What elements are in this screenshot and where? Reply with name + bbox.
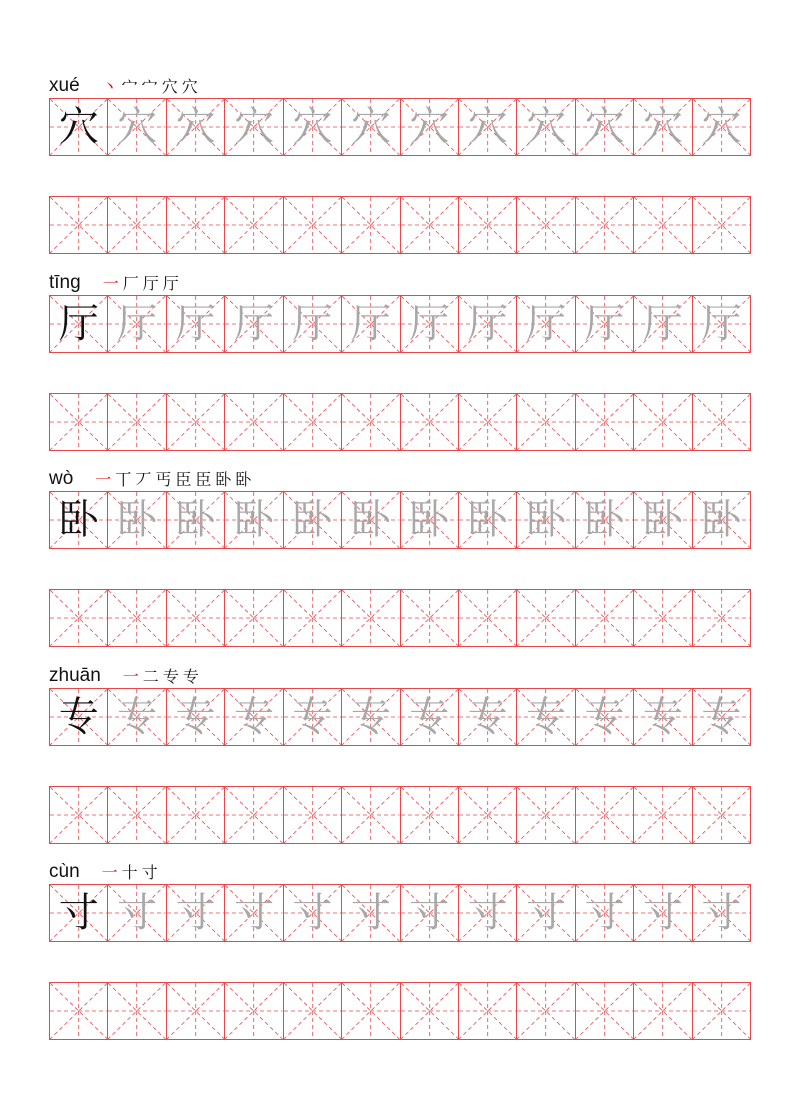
grid-cell[interactable] bbox=[458, 296, 516, 352]
stroke-step: 一 bbox=[95, 470, 112, 489]
trace-character: 寸 bbox=[409, 890, 450, 936]
trace-character: 寸 bbox=[526, 890, 567, 936]
grid-guide-lines bbox=[693, 197, 750, 253]
grid-cell[interactable] bbox=[575, 983, 633, 1039]
grid-guide-lines bbox=[576, 590, 633, 646]
grid-cell[interactable] bbox=[283, 885, 341, 941]
grid-cell[interactable] bbox=[224, 787, 282, 843]
grid-cell[interactable] bbox=[692, 983, 750, 1039]
grid-cell[interactable] bbox=[283, 787, 341, 843]
grid-cell[interactable] bbox=[107, 296, 165, 352]
trace-character: 寸 bbox=[467, 890, 508, 936]
trace-character: 厅 bbox=[642, 301, 683, 347]
grid-guide-lines bbox=[459, 590, 516, 646]
grid-cell[interactable] bbox=[516, 983, 574, 1039]
trace-character: 寸 bbox=[584, 890, 625, 936]
stroke-step: 宀 bbox=[141, 77, 158, 96]
grid-cell[interactable] bbox=[633, 394, 691, 450]
grid-guide-lines bbox=[459, 983, 516, 1039]
stroke-order-sequence bbox=[95, 472, 251, 488]
trace-row bbox=[49, 688, 751, 746]
grid-cell[interactable] bbox=[50, 296, 107, 352]
grid-cell[interactable] bbox=[107, 590, 165, 646]
stroke-step: 专 bbox=[162, 667, 179, 686]
grid-guide-lines bbox=[342, 394, 399, 450]
grid-cell[interactable] bbox=[283, 99, 341, 155]
grid-guide-lines bbox=[693, 787, 750, 843]
grid-guide-lines bbox=[108, 787, 165, 843]
grid-guide-lines bbox=[50, 197, 107, 253]
grid-guide-lines bbox=[576, 983, 633, 1039]
stroke-step: 丐 bbox=[155, 470, 172, 489]
stroke-step: 二 bbox=[142, 667, 159, 686]
grid-cell[interactable] bbox=[458, 983, 516, 1039]
stroke-order-sequence bbox=[102, 79, 198, 95]
trace-character: 厅 bbox=[350, 301, 391, 347]
grid-cell[interactable] bbox=[283, 983, 341, 1039]
grid-cell[interactable] bbox=[575, 787, 633, 843]
character-header bbox=[49, 655, 199, 685]
grid-cell[interactable] bbox=[692, 590, 750, 646]
grid-cell[interactable] bbox=[283, 296, 341, 352]
trace-character: 穴 bbox=[409, 104, 450, 150]
grid-guide-lines bbox=[401, 787, 458, 843]
grid-cell[interactable] bbox=[50, 394, 107, 450]
grid-guide-lines bbox=[225, 394, 282, 450]
grid-guide-lines bbox=[342, 197, 399, 253]
grid-guide-lines bbox=[108, 983, 165, 1039]
model-character: 专 bbox=[58, 694, 99, 740]
character-header bbox=[49, 458, 251, 488]
grid-cell[interactable] bbox=[692, 394, 750, 450]
trace-character: 卧 bbox=[467, 497, 508, 543]
trace-character: 寸 bbox=[642, 890, 683, 936]
grid-cell[interactable] bbox=[575, 492, 633, 548]
stroke-step: 厅 bbox=[162, 274, 179, 293]
grid-cell[interactable] bbox=[400, 590, 458, 646]
grid-cell[interactable] bbox=[400, 689, 458, 745]
trace-character: 厅 bbox=[584, 301, 625, 347]
grid-cell[interactable] bbox=[50, 590, 107, 646]
grid-guide-lines bbox=[517, 590, 574, 646]
pinyin-label: xué bbox=[49, 75, 80, 96]
grid-cell[interactable] bbox=[575, 590, 633, 646]
model-character: 卧 bbox=[58, 497, 99, 543]
grid-cell[interactable] bbox=[516, 689, 574, 745]
grid-guide-lines bbox=[517, 197, 574, 253]
model-character: 寸 bbox=[58, 890, 99, 936]
grid-cell[interactable] bbox=[692, 197, 750, 253]
stroke-step: 卧 bbox=[235, 470, 252, 489]
trace-character: 厅 bbox=[117, 301, 158, 347]
grid-cell[interactable] bbox=[224, 197, 282, 253]
grid-cell[interactable] bbox=[692, 689, 750, 745]
grid-guide-lines bbox=[167, 197, 224, 253]
grid-cell[interactable] bbox=[633, 787, 691, 843]
grid-cell[interactable] bbox=[50, 492, 107, 548]
grid-cell[interactable] bbox=[633, 197, 691, 253]
grid-cell[interactable] bbox=[283, 590, 341, 646]
stroke-step: 臣 bbox=[175, 470, 192, 489]
grid-cell[interactable] bbox=[283, 689, 341, 745]
grid-cell[interactable] bbox=[400, 296, 458, 352]
grid-guide-lines bbox=[401, 197, 458, 253]
character-header bbox=[49, 65, 198, 95]
trace-character: 寸 bbox=[350, 890, 391, 936]
grid-cell[interactable] bbox=[107, 787, 165, 843]
pinyin-label: cùn bbox=[49, 861, 80, 882]
grid-cell[interactable] bbox=[224, 885, 282, 941]
grid-guide-lines bbox=[634, 590, 691, 646]
stroke-step: 卧 bbox=[215, 470, 232, 489]
grid-cell[interactable] bbox=[692, 787, 750, 843]
grid-cell[interactable] bbox=[516, 492, 574, 548]
grid-guide-lines bbox=[167, 787, 224, 843]
stroke-step: 丆 bbox=[135, 470, 152, 489]
grid-cell[interactable] bbox=[166, 99, 224, 155]
grid-cell[interactable] bbox=[166, 197, 224, 253]
grid-cell[interactable] bbox=[633, 590, 691, 646]
stroke-step: 宀 bbox=[121, 77, 138, 96]
grid-cell[interactable] bbox=[341, 885, 399, 941]
blank-practice-row[interactable] bbox=[49, 982, 751, 1040]
grid-guide-lines bbox=[576, 787, 633, 843]
trace-character: 穴 bbox=[350, 104, 391, 150]
stroke-step: 丶 bbox=[101, 77, 118, 96]
grid-guide-lines bbox=[225, 983, 282, 1039]
grid-cell[interactable] bbox=[633, 983, 691, 1039]
grid-guide-lines bbox=[108, 590, 165, 646]
trace-character: 寸 bbox=[701, 890, 742, 936]
grid-cell[interactable] bbox=[692, 492, 750, 548]
grid-cell[interactable] bbox=[400, 394, 458, 450]
grid-guide-lines bbox=[284, 983, 341, 1039]
grid-guide-lines bbox=[108, 394, 165, 450]
grid-cell[interactable] bbox=[341, 394, 399, 450]
grid-guide-lines bbox=[167, 590, 224, 646]
trace-character: 厅 bbox=[701, 301, 742, 347]
grid-cell[interactable] bbox=[107, 983, 165, 1039]
grid-cell[interactable] bbox=[283, 394, 341, 450]
stroke-step: 十 bbox=[121, 863, 138, 882]
grid-guide-lines bbox=[401, 590, 458, 646]
pinyin-label: wò bbox=[49, 468, 74, 489]
grid-cell[interactable] bbox=[166, 885, 224, 941]
grid-guide-lines bbox=[225, 787, 282, 843]
grid-cell[interactable] bbox=[633, 885, 691, 941]
trace-row bbox=[49, 98, 751, 156]
grid-cell[interactable] bbox=[107, 99, 165, 155]
grid-cell[interactable] bbox=[341, 787, 399, 843]
trace-character: 专 bbox=[701, 694, 742, 740]
grid-cell[interactable] bbox=[400, 885, 458, 941]
grid-cell[interactable] bbox=[400, 787, 458, 843]
trace-character: 厅 bbox=[467, 301, 508, 347]
grid-cell[interactable] bbox=[341, 689, 399, 745]
grid-cell[interactable] bbox=[575, 394, 633, 450]
grid-guide-lines bbox=[634, 197, 691, 253]
stroke-step: 一 bbox=[102, 274, 119, 293]
trace-character: 寸 bbox=[292, 890, 333, 936]
grid-guide-lines bbox=[459, 394, 516, 450]
grid-guide-lines bbox=[517, 983, 574, 1039]
grid-guide-lines bbox=[634, 394, 691, 450]
grid-cell[interactable] bbox=[50, 787, 107, 843]
grid-cell[interactable] bbox=[166, 689, 224, 745]
grid-guide-lines bbox=[517, 394, 574, 450]
grid-cell[interactable] bbox=[400, 492, 458, 548]
trace-character: 厅 bbox=[526, 301, 567, 347]
grid-guide-lines bbox=[225, 590, 282, 646]
grid-guide-lines bbox=[576, 197, 633, 253]
blank-practice-row[interactable] bbox=[49, 786, 751, 844]
grid-cell[interactable] bbox=[633, 296, 691, 352]
grid-cell[interactable] bbox=[166, 492, 224, 548]
grid-cell[interactable] bbox=[633, 99, 691, 155]
grid-guide-lines bbox=[167, 394, 224, 450]
grid-cell[interactable] bbox=[50, 99, 107, 155]
trace-character: 专 bbox=[642, 694, 683, 740]
grid-cell[interactable] bbox=[516, 99, 574, 155]
grid-cell[interactable] bbox=[458, 492, 516, 548]
grid-guide-lines bbox=[634, 787, 691, 843]
grid-guide-lines bbox=[693, 590, 750, 646]
trace-character: 穴 bbox=[584, 104, 625, 150]
grid-cell[interactable] bbox=[341, 197, 399, 253]
grid-cell[interactable] bbox=[692, 885, 750, 941]
grid-guide-lines bbox=[284, 197, 341, 253]
grid-cell[interactable] bbox=[166, 590, 224, 646]
trace-character: 卧 bbox=[292, 497, 333, 543]
grid-cell[interactable] bbox=[575, 197, 633, 253]
grid-cell[interactable] bbox=[458, 787, 516, 843]
trace-character: 卧 bbox=[701, 497, 742, 543]
grid-cell[interactable] bbox=[692, 99, 750, 155]
character-header bbox=[49, 262, 179, 292]
stroke-order-sequence bbox=[123, 669, 199, 685]
grid-cell[interactable] bbox=[400, 197, 458, 253]
grid-guide-lines bbox=[50, 983, 107, 1039]
grid-cell[interactable] bbox=[400, 99, 458, 155]
grid-guide-lines bbox=[50, 394, 107, 450]
grid-guide-lines bbox=[342, 983, 399, 1039]
grid-guide-lines bbox=[634, 983, 691, 1039]
trace-character: 穴 bbox=[642, 104, 683, 150]
trace-character: 专 bbox=[467, 694, 508, 740]
blank-practice-row[interactable] bbox=[49, 196, 751, 254]
stroke-step: 一 bbox=[101, 863, 118, 882]
grid-cell[interactable] bbox=[516, 590, 574, 646]
stroke-step: 专 bbox=[182, 667, 199, 686]
trace-character: 厅 bbox=[233, 301, 274, 347]
stroke-step: 厂 bbox=[122, 274, 139, 293]
grid-guide-lines bbox=[284, 787, 341, 843]
grid-guide-lines bbox=[693, 394, 750, 450]
trace-character: 卧 bbox=[642, 497, 683, 543]
grid-guide-lines bbox=[342, 787, 399, 843]
trace-character: 专 bbox=[526, 694, 567, 740]
grid-cell[interactable] bbox=[458, 590, 516, 646]
character-header bbox=[49, 851, 158, 881]
grid-guide-lines bbox=[517, 787, 574, 843]
pinyin-label: zhuān bbox=[49, 665, 101, 686]
grid-guide-lines bbox=[459, 787, 516, 843]
grid-cell[interactable] bbox=[516, 787, 574, 843]
stroke-step: 穴 bbox=[181, 77, 198, 96]
grid-guide-lines bbox=[576, 394, 633, 450]
grid-guide-lines bbox=[459, 197, 516, 253]
model-character: 厅 bbox=[58, 301, 99, 347]
trace-character: 穴 bbox=[292, 104, 333, 150]
grid-cell[interactable] bbox=[224, 590, 282, 646]
trace-row bbox=[49, 295, 751, 353]
grid-cell[interactable] bbox=[107, 885, 165, 941]
grid-cell[interactable] bbox=[575, 885, 633, 941]
grid-cell[interactable] bbox=[516, 197, 574, 253]
grid-cell[interactable] bbox=[283, 197, 341, 253]
grid-cell[interactable] bbox=[224, 492, 282, 548]
grid-cell[interactable] bbox=[341, 492, 399, 548]
trace-character: 寸 bbox=[175, 890, 216, 936]
grid-cell[interactable] bbox=[50, 689, 107, 745]
trace-character: 卧 bbox=[350, 497, 391, 543]
grid-cell[interactable] bbox=[50, 197, 107, 253]
grid-guide-lines bbox=[108, 197, 165, 253]
stroke-step: 穴 bbox=[161, 77, 178, 96]
trace-character: 寸 bbox=[117, 890, 158, 936]
grid-cell[interactable] bbox=[107, 394, 165, 450]
grid-cell[interactable] bbox=[224, 689, 282, 745]
trace-character: 穴 bbox=[526, 104, 567, 150]
grid-cell[interactable] bbox=[458, 197, 516, 253]
stroke-step: 厅 bbox=[142, 274, 159, 293]
grid-cell[interactable] bbox=[400, 983, 458, 1039]
grid-cell[interactable] bbox=[341, 99, 399, 155]
stroke-order-sequence bbox=[103, 276, 179, 292]
blank-practice-row[interactable] bbox=[49, 393, 751, 451]
grid-cell[interactable] bbox=[224, 296, 282, 352]
trace-character: 专 bbox=[175, 694, 216, 740]
grid-guide-lines bbox=[284, 394, 341, 450]
trace-character: 厅 bbox=[292, 301, 333, 347]
trace-character: 专 bbox=[409, 694, 450, 740]
pinyin-label: tīng bbox=[49, 272, 81, 293]
grid-cell[interactable] bbox=[341, 590, 399, 646]
grid-guide-lines bbox=[225, 197, 282, 253]
grid-cell[interactable] bbox=[458, 99, 516, 155]
trace-row bbox=[49, 491, 751, 549]
trace-character: 寸 bbox=[233, 890, 274, 936]
grid-cell[interactable] bbox=[692, 296, 750, 352]
grid-guide-lines bbox=[401, 394, 458, 450]
trace-character: 穴 bbox=[175, 104, 216, 150]
grid-cell[interactable] bbox=[166, 787, 224, 843]
grid-cell[interactable] bbox=[341, 296, 399, 352]
blank-practice-row[interactable] bbox=[49, 589, 751, 647]
grid-cell[interactable] bbox=[575, 99, 633, 155]
grid-guide-lines bbox=[50, 787, 107, 843]
grid-cell[interactable] bbox=[166, 983, 224, 1039]
grid-cell[interactable] bbox=[341, 983, 399, 1039]
trace-character: 穴 bbox=[233, 104, 274, 150]
grid-cell[interactable] bbox=[283, 492, 341, 548]
trace-character: 卧 bbox=[117, 497, 158, 543]
trace-character: 卧 bbox=[233, 497, 274, 543]
grid-cell[interactable] bbox=[516, 885, 574, 941]
trace-character: 专 bbox=[350, 694, 391, 740]
trace-character: 穴 bbox=[467, 104, 508, 150]
grid-cell[interactable] bbox=[633, 492, 691, 548]
grid-cell[interactable] bbox=[575, 296, 633, 352]
trace-character: 专 bbox=[584, 694, 625, 740]
grid-cell[interactable] bbox=[50, 983, 107, 1039]
trace-character: 专 bbox=[292, 694, 333, 740]
grid-cell[interactable] bbox=[458, 394, 516, 450]
grid-guide-lines bbox=[342, 590, 399, 646]
grid-cell[interactable] bbox=[50, 885, 107, 941]
stroke-step: 一 bbox=[122, 667, 139, 686]
trace-character: 专 bbox=[233, 694, 274, 740]
trace-character: 穴 bbox=[117, 104, 158, 150]
grid-cell[interactable] bbox=[107, 689, 165, 745]
grid-cell[interactable] bbox=[166, 394, 224, 450]
grid-cell[interactable] bbox=[458, 885, 516, 941]
grid-cell[interactable] bbox=[224, 99, 282, 155]
grid-cell[interactable] bbox=[224, 983, 282, 1039]
trace-row bbox=[49, 884, 751, 942]
grid-cell[interactable] bbox=[107, 492, 165, 548]
grid-guide-lines bbox=[693, 983, 750, 1039]
grid-guide-lines bbox=[50, 590, 107, 646]
grid-guide-lines bbox=[401, 983, 458, 1039]
grid-cell[interactable] bbox=[516, 296, 574, 352]
trace-character: 卧 bbox=[409, 497, 450, 543]
trace-character: 卧 bbox=[175, 497, 216, 543]
grid-cell[interactable] bbox=[107, 197, 165, 253]
grid-cell[interactable] bbox=[633, 689, 691, 745]
grid-guide-lines bbox=[284, 590, 341, 646]
grid-guide-lines bbox=[167, 983, 224, 1039]
trace-character: 卧 bbox=[526, 497, 567, 543]
trace-character: 卧 bbox=[584, 497, 625, 543]
grid-cell[interactable] bbox=[516, 394, 574, 450]
trace-character: 厅 bbox=[175, 301, 216, 347]
stroke-step: 丅 bbox=[115, 470, 132, 489]
grid-cell[interactable] bbox=[166, 296, 224, 352]
grid-cell[interactable] bbox=[575, 689, 633, 745]
trace-character: 厅 bbox=[409, 301, 450, 347]
trace-character: 专 bbox=[117, 694, 158, 740]
grid-cell[interactable] bbox=[224, 394, 282, 450]
trace-character: 穴 bbox=[701, 104, 742, 150]
stroke-order-sequence bbox=[102, 865, 158, 881]
stroke-step: 臣 bbox=[195, 470, 212, 489]
model-character: 穴 bbox=[58, 104, 99, 150]
stroke-step: 寸 bbox=[141, 863, 158, 882]
grid-cell[interactable] bbox=[458, 689, 516, 745]
